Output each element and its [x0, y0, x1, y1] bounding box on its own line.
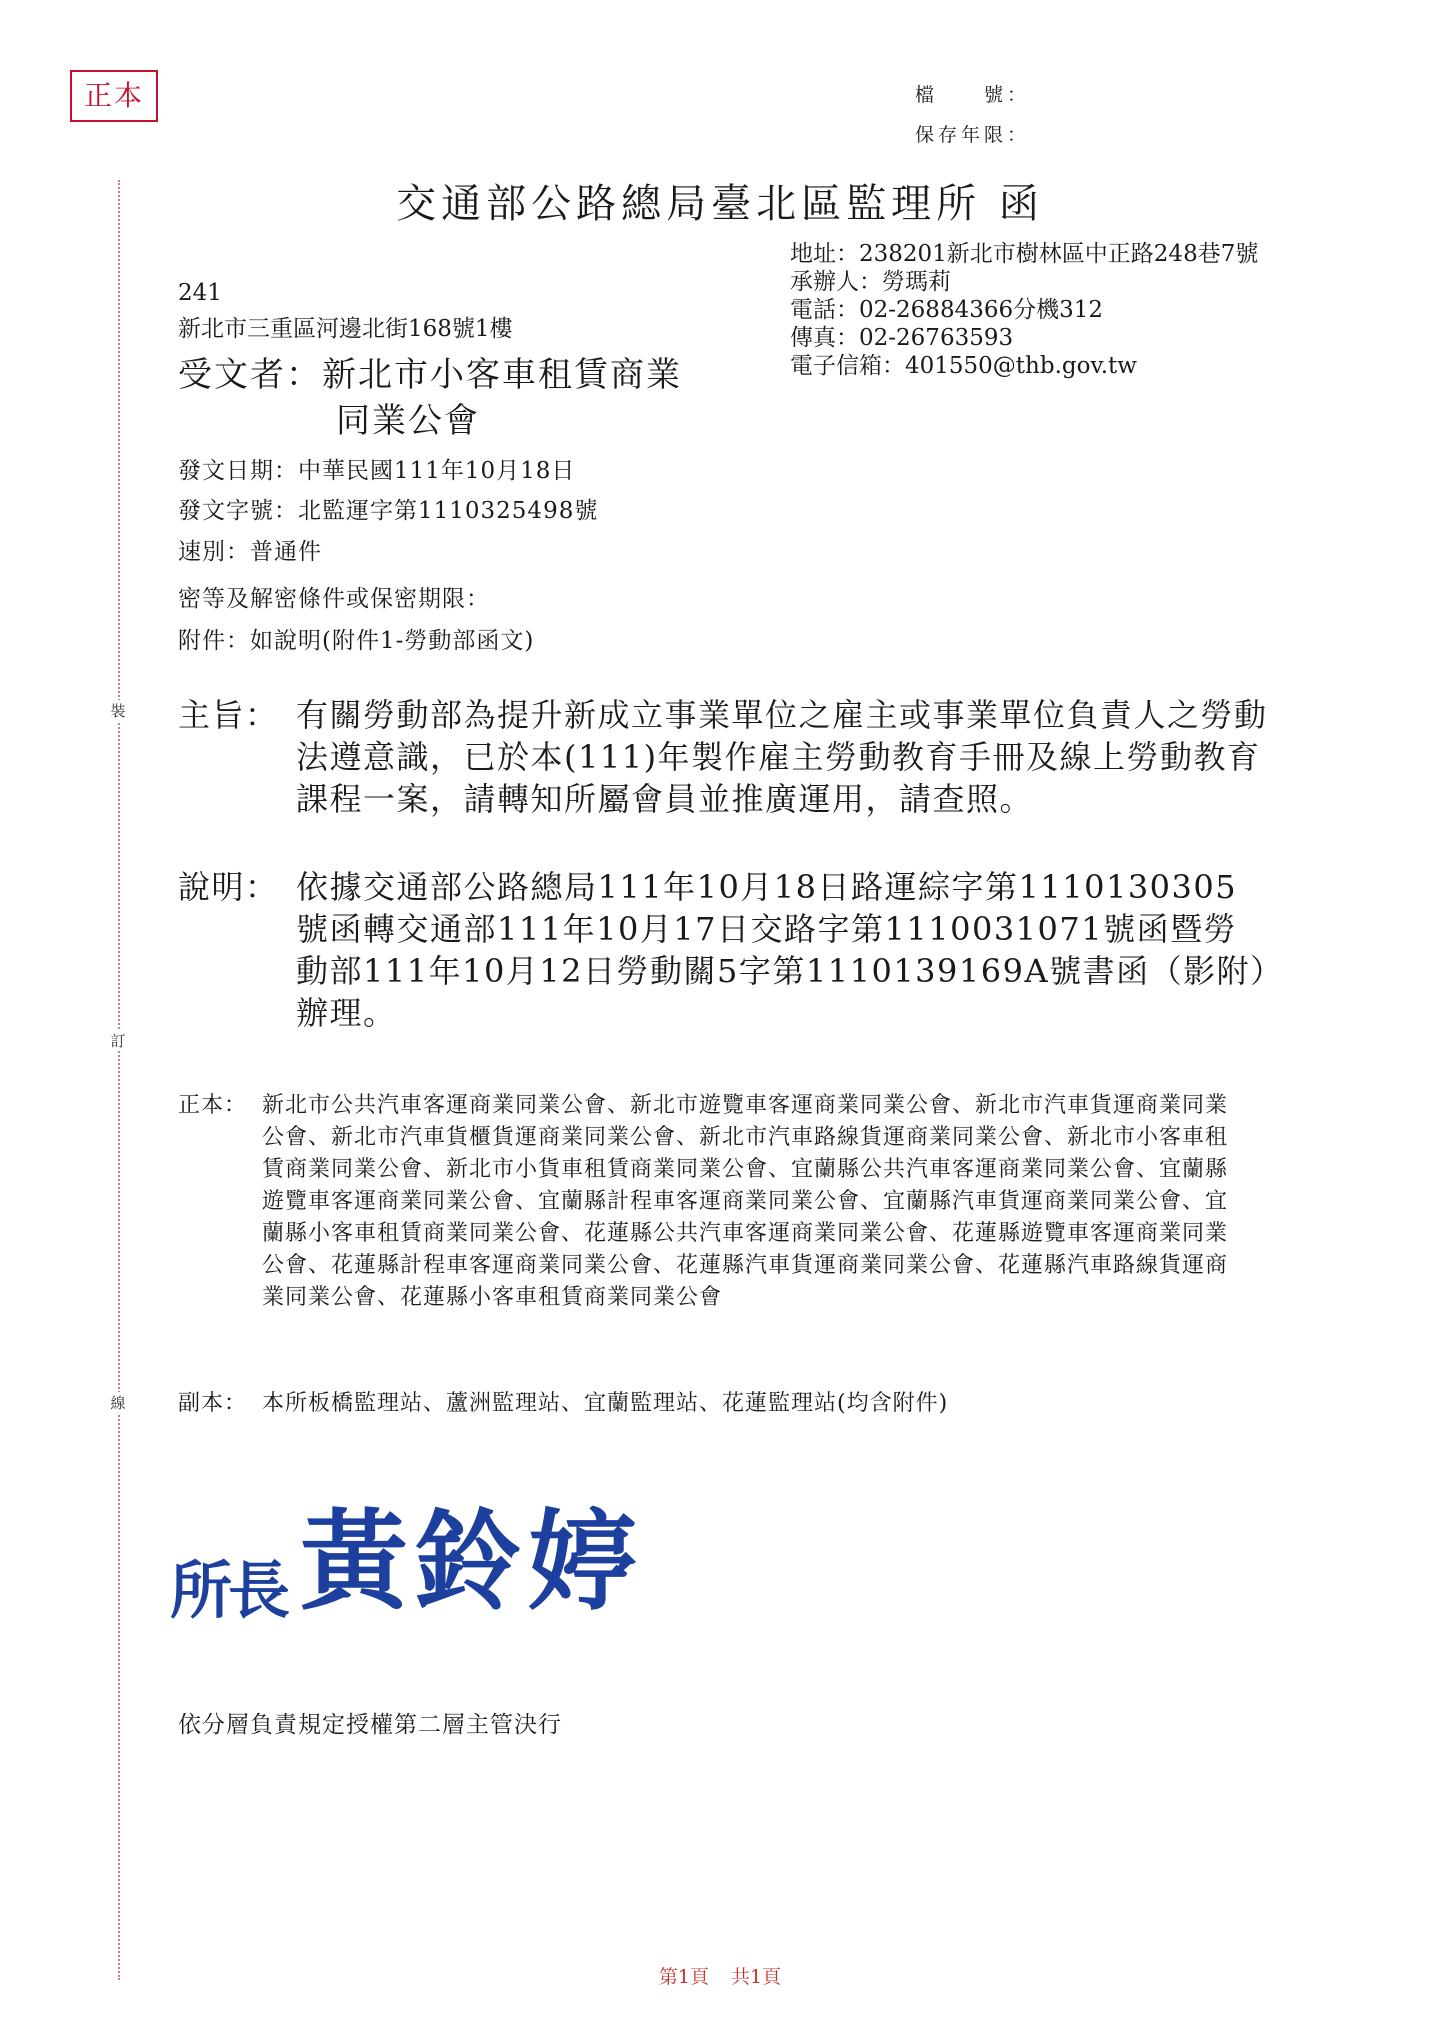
sender-address: 地址：238201新北市樹林區中正路248巷7號	[790, 241, 1259, 267]
subject-text: 有關勞動部為提升新成立事業單位之雇主或事業單位負責人之勞動法遵意識，已於本(111)年製作雇主勞動教育手冊及線上勞動教育課程一案，請轉知所屬會員並推廣運用，請查照。	[296, 696, 1268, 818]
page-current: 第1頁	[658, 1966, 709, 1988]
page-total: 共1頁	[731, 1966, 782, 1988]
binding-dotted-line	[118, 180, 120, 1980]
original-recipients: 新北市公共汽車客運商業同業公會、新北市遊覽車客運商業同業公會、新北市汽車貨運商業同業公會、新北市汽車貨櫃貨運商業同業公會、新北市汽車路線貨運商業同業公會、新北市小客車租賃商業同業公會、新北市小貨車租賃商業同業公會、宜蘭縣公共汽車客運商業同業公會、宜蘭縣遊覽車客運商業同業公會、宜蘭縣計程車客運商業同業公會、宜蘭縣汽車貨運商業同業公會、宜蘭縣小客車租賃商業同業公會、花蓮縣公共汽車客運商業同業公會、花蓮縣遊覽車客運商業同業公會、花蓮縣計程車客運商業同業公會、花蓮縣汽車貨運商業同業公會、花蓮縣汽車路線貨運商業同業公會、花蓮縣小客車租賃商業同業公會	[262, 1093, 1229, 1310]
signature-name: 黃鈴婷	[300, 1499, 643, 1625]
authority-note: 依分層負責規定授權第二層主管決行	[178, 1712, 562, 1738]
original-label: 正本：	[178, 1093, 248, 1118]
page-number	[0, 1962, 1440, 1989]
recipient-street: 新北市三重區河邊北街168號1樓	[178, 316, 513, 342]
sender-fax: 傳真：02-26763593	[790, 325, 1014, 351]
document-title: 交通部公路總局臺北區監理所 函	[396, 181, 1044, 227]
signature-stamp	[170, 1475, 642, 1630]
distribution-copy	[178, 1388, 1238, 1420]
urgency: 速別：普通件	[178, 539, 322, 565]
copy-recipients: 本所板橋監理站、蘆洲監理站、宜蘭監理站、花蓮監理站(均含附件)	[262, 1391, 949, 1416]
retention-period-label: 保存年限：	[915, 124, 1031, 146]
signature-title: 所長	[170, 1554, 287, 1627]
binding-mark-zhuang: 裝	[106, 700, 130, 721]
file-number-label: 檔 號：	[915, 84, 1031, 106]
original-copy-stamp: 正本	[70, 70, 158, 122]
document-number: 發文字號：北監運字第1110325498號	[178, 498, 599, 524]
recipient-line-1: 受文者：新北市小客車租賃商業	[178, 355, 682, 395]
sender-phone: 電話：02-26884366分機312	[790, 297, 1104, 323]
issue-date: 發文日期：中華民國111年10月18日	[178, 458, 576, 484]
recipient-address	[178, 275, 513, 347]
distribution-original	[178, 1090, 1238, 1314]
secrecy-level: 密等及解密條件或保密期限：	[178, 586, 490, 612]
recipient-line-2: 同業公會	[336, 401, 480, 441]
attachment: 附件：如說明(附件1-勞動部函文)	[178, 628, 535, 654]
recipient-postcode: 241	[178, 280, 222, 306]
sender-info	[790, 240, 1258, 380]
copy-label: 副本：	[178, 1391, 248, 1416]
subject-label: 主旨：	[178, 696, 279, 734]
recipient	[178, 352, 682, 444]
explanation-label: 說明：	[178, 868, 279, 906]
explanation-section	[178, 866, 1268, 1034]
sender-handler: 承辦人：勞瑪莉	[790, 269, 951, 295]
binding-mark-xian: 線	[106, 1392, 130, 1413]
subject-section	[178, 694, 1268, 820]
sender-email: 電子信箱：401550@thb.gov.tw	[790, 353, 1137, 379]
binding-mark-ding: 訂	[106, 1030, 130, 1051]
explanation-text: 依據交通部公路總局111年10月18日路運綜字第1110130305號函轉交通部111年10月17日交路字第1110031071號函暨勞動部111年10月12日勞動關5字第1110139169A號書函（影附）辦理。	[296, 868, 1268, 1032]
